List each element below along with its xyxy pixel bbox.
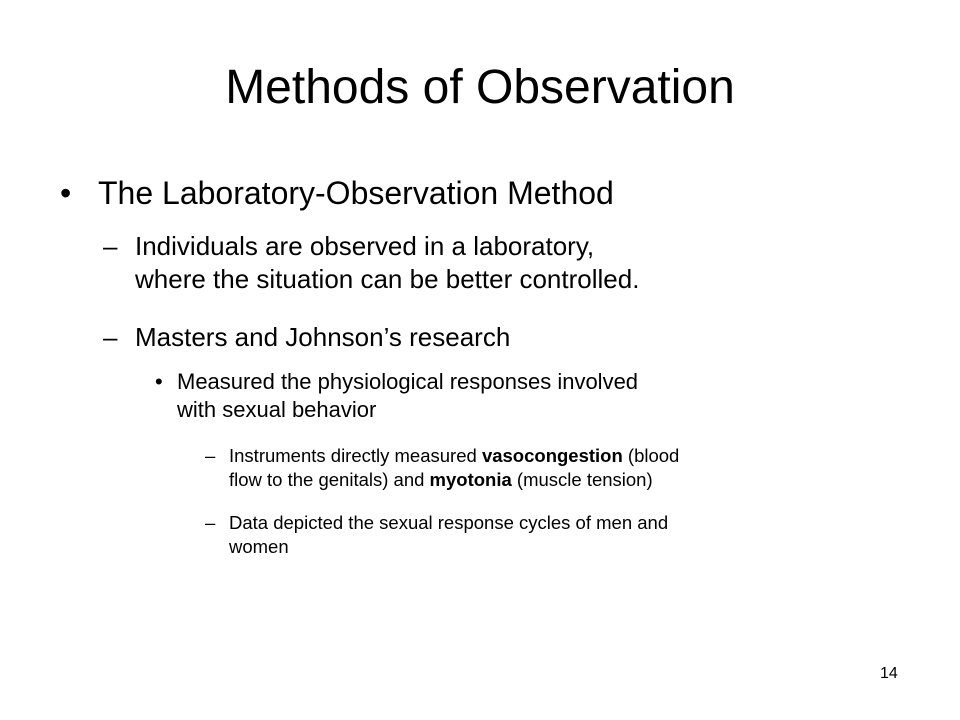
page-number: 14	[880, 665, 898, 682]
detail-text	[229, 444, 679, 492]
detail-line-1	[229, 444, 679, 468]
slide-title: Methods of Observation	[225, 61, 735, 114]
detail-text-fragment: (blood	[622, 445, 680, 466]
subpoint-text	[135, 230, 639, 296]
dash-marker: –	[103, 322, 118, 352]
term-vasocongestion: vasocongestion	[481, 445, 623, 466]
bullet-text: The Laboratory-Observation Method	[98, 175, 614, 211]
dash-marker: –	[103, 231, 118, 261]
bullet-text	[177, 368, 638, 424]
detail-text	[229, 511, 668, 559]
subpoint-line-1: Individuals are observed in a laboratory,	[135, 231, 595, 261]
detail-text-fragment: (muscle tension)	[511, 469, 653, 490]
dash-marker: –	[205, 512, 216, 533]
bullet-line-1: Measured the physiological responses involved	[177, 369, 639, 394]
bullet-marker: •	[155, 369, 163, 394]
subpoint-line-2: where the situation can be better controlled.	[135, 264, 640, 294]
detail-line-2: women	[229, 536, 289, 557]
detail-line-1: Data depicted the sexual response cycles of men and	[229, 512, 669, 533]
bullet-line-2: with sexual behavior	[177, 397, 377, 422]
dash-marker: –	[205, 445, 216, 466]
subpoint-text: Masters and Johnson’s research	[135, 322, 511, 352]
detail-text-fragment: flow to the genitals) and	[229, 469, 430, 490]
bullet-marker: •	[60, 175, 72, 211]
detail-text-fragment: Instruments directly measured	[229, 445, 482, 466]
detail-line-2	[229, 468, 679, 492]
term-myotonia: myotonia	[429, 469, 512, 490]
